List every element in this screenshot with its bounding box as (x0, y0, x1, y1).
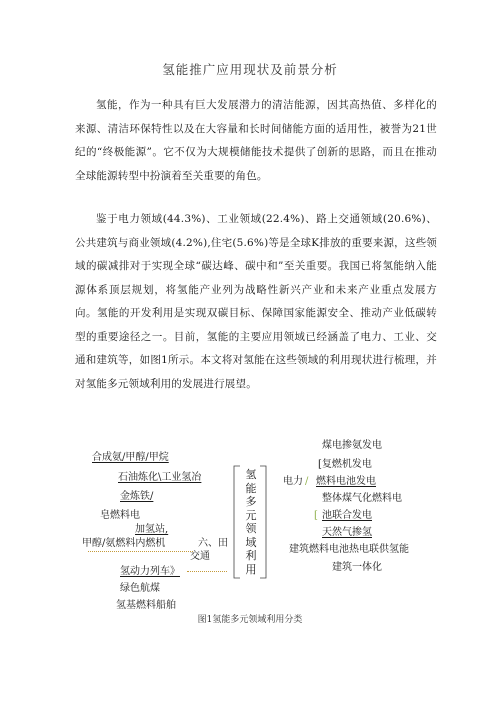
figure-item: 燃料电池发电 (316, 476, 376, 487)
figure-item: 合成氨/甲醇/甲烷 (92, 452, 169, 463)
figure-item: 加氢站, (135, 524, 169, 535)
figure-center-label: 氢能多元领域利用 (245, 468, 257, 576)
figure-caption: 图1氢能多元领域利用分类 (197, 615, 303, 625)
figure-item: 建筑燃料电池热电联供氢能 (289, 544, 409, 555)
figure-item: 氢基燃料船舶 (116, 600, 176, 611)
figure-item: 煤电掺氨发电 (322, 440, 382, 451)
figure-item: 六、田 (198, 538, 228, 549)
figure-item: 氢动力列车》 (120, 566, 180, 577)
figure-item: 金炼铁/ (120, 491, 154, 502)
figure-item: 甲醇/氨燃料内燃机 (82, 538, 166, 549)
dotted-connector (187, 571, 227, 572)
figure-item: 整体煤气化燃料电 (322, 493, 402, 504)
figure-item: [ (314, 510, 318, 521)
figure-item: 电力 (283, 476, 303, 487)
figure-item: [复燃机发电 (318, 459, 372, 470)
figure-item: 石油炼化\工业氢冶 (118, 472, 202, 483)
figure-item: 绿色航煤 (120, 583, 160, 594)
figure-item: 池联合发电 (322, 510, 372, 521)
paragraph-intro: 氢能，作为一种具有巨大发展潜力的清洁能源，因其高热值、多样化的来源、清洁环保特性以及在大容量和长时间储能方面的适用性，被誉为21世纪的“终极能源”。它不仅为大规模储能技术提供了创新的思路，而且在推动全球能源转型中扮演着至关重要的角色。 (75, 99, 437, 182)
figure-item: 皂燃料电 (100, 510, 140, 521)
dotted-connector (88, 551, 193, 552)
figure-item: 建筑一体化 (332, 562, 382, 573)
document-title: 氢能推广应用现状及前景分析 (162, 62, 338, 77)
paragraph-emissions: 鉴于电力领域(44.3%)、工业领域(22.4%)、路上交通领域(20.6%)、公共建筑与商业领域(4.2%),住宅(5.6%)等是全球K排放的重要来源，这些领域的碳减排对于实现全球“碳达峰、碳中和”至关重要。我国已将氢能纳入能源体系顶层规划，将氢能产业列为战略性新兴产业和未来产业重点发展方向。氢能的开发利用是实现双碳目标、保障国家能源安全、推动产业低碳转型的重要途径之一。目前，氢能的主要应用领域已经涵盖了电力、工业、交通和建筑等，如图1所示。本文将对氢能在这些领域的利用现状进行梳理，并对氢能多元领域利用的发展进行展望。 (75, 213, 437, 390)
figure-item: 交通 (190, 551, 210, 562)
figure-item: 天然气掺氢 (322, 527, 372, 538)
figure-item: / (305, 476, 309, 487)
